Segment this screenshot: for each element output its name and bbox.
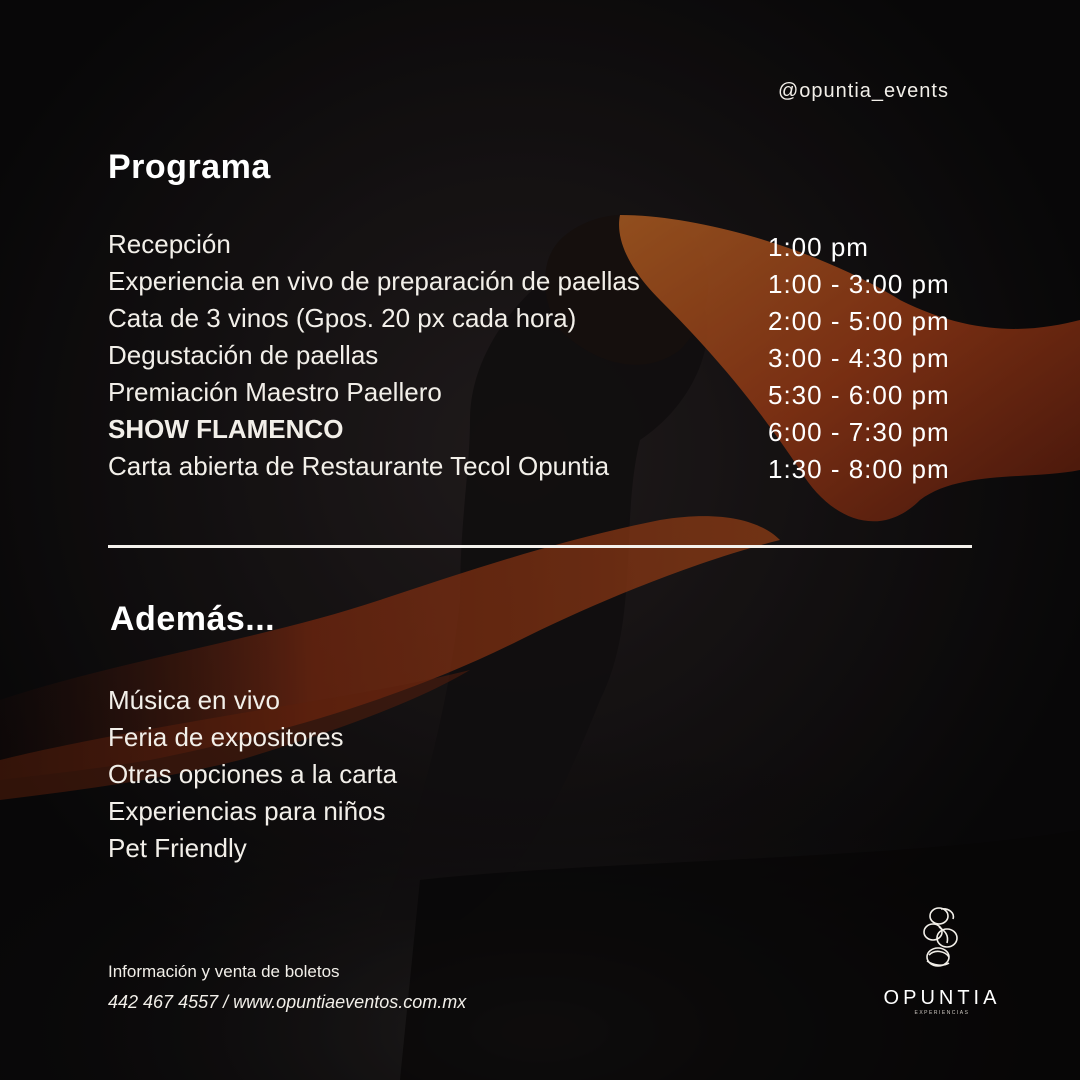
extras-item: Experiencias para niños: [108, 796, 386, 826]
extras-item: Feria de expositores: [108, 722, 344, 752]
schedule-row-highlight: [108, 411, 988, 448]
schedule-row: [108, 263, 988, 300]
schedule-time: 1:00 pm: [768, 232, 869, 262]
extras-item: Pet Friendly: [108, 833, 247, 863]
schedule-row: [108, 448, 988, 485]
programa-heading: Programa: [108, 148, 271, 186]
extras-item: Música en vivo: [108, 685, 280, 715]
schedule-row: [108, 337, 988, 374]
schedule-activity: Recepción: [108, 229, 231, 259]
contact-phone-website[interactable]: 442 467 4557 / www.opuntiaeventos.com.mx: [108, 992, 467, 1012]
schedule-row: [108, 374, 988, 411]
schedule-activity: Carta abierta de Restaurante Tecol Opuntia: [108, 451, 610, 481]
schedule-time: 1:00 - 3:00 pm: [768, 269, 950, 299]
schedule-time: 1:30 - 8:00 pm: [768, 454, 950, 484]
schedule-activity: SHOW FLAMENCO: [108, 414, 344, 444]
schedule-list: [108, 226, 988, 485]
ademas-heading: Además...: [110, 600, 276, 638]
opuntia-logo-mark-icon: [919, 905, 965, 971]
opuntia-logo: [872, 905, 1012, 1025]
social-handle[interactable]: @opuntia_events: [778, 80, 949, 102]
schedule-time: 2:00 - 5:00 pm: [768, 306, 950, 336]
schedule-time: 5:30 - 6:00 pm: [768, 380, 950, 410]
section-divider: [108, 545, 972, 548]
schedule-time: 6:00 - 7:30 pm: [768, 417, 950, 447]
schedule-time: 3:00 - 4:30 pm: [768, 343, 950, 373]
ticket-info-label: Información y venta de boletos: [108, 962, 340, 981]
schedule-activity: Premiación Maestro Paellero: [108, 377, 442, 407]
extras-item: Otras opciones a la carta: [108, 759, 398, 789]
extras-list: [108, 682, 397, 867]
logo-wordmark: OPUNTIA: [883, 987, 1001, 1009]
schedule-activity: Cata de 3 vinos (Gpos. 20 px cada hora): [108, 303, 577, 333]
schedule-row: [108, 300, 988, 337]
logo-subtitle: EXPERIENCIAS: [914, 1010, 970, 1016]
schedule-activity: Degustación de paellas: [108, 340, 379, 370]
schedule-activity: Experiencia en vivo de preparación de paellas: [108, 266, 640, 296]
schedule-row: [108, 226, 988, 263]
